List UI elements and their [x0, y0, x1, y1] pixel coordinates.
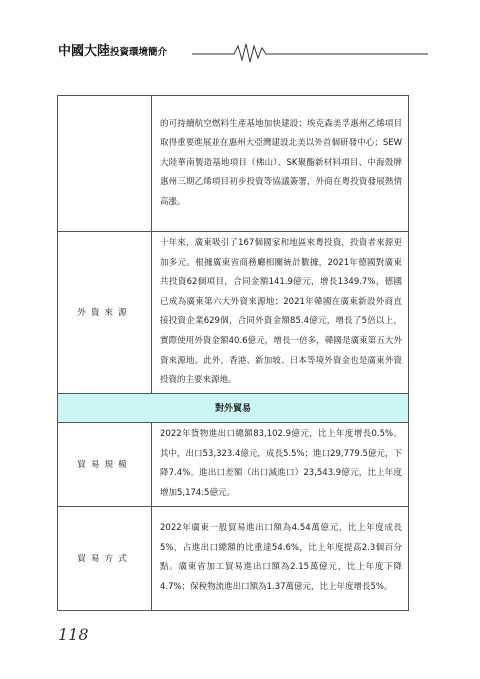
table-row [58, 232, 409, 394]
page-number: 118 [58, 625, 89, 644]
table-row [58, 96, 409, 232]
table-row [58, 506, 409, 610]
info-table [57, 95, 409, 611]
header-wave-decoration [192, 38, 428, 64]
header-title [58, 40, 167, 59]
row-label [58, 96, 152, 232]
row-label-trade-method: 貿易方式 [58, 506, 152, 610]
row-label-foreign-capital-source: 外資來源 [58, 232, 152, 394]
header-title-main: 中國大陸 [58, 44, 111, 59]
row-label-trade-scale: 貿易規模 [58, 422, 152, 506]
row-content: 2022年廣東一般貿易進出口額為4.54萬億元，比上年度成長5%，占進出口總額的比重達54.6%，比上年度提高2.3個百分點。廣東省加工貿易進出口額為2.15萬億元，比上年度下降4.7%；保稅物流進出口額為1.37萬億元，比上年度增長5%。 [152, 506, 409, 610]
row-content: 的可持續航空燃料生產基地加快建設；埃克森美孚惠州乙烯項目取得重要進展並在惠州大亞灣建設北美以外首個研發中心；SEW大陸華南製造基地項目（佛山）、SK聚酯新材料項目、中海殼牌惠州三期乙烯項目初步投資等協議簽署，外商在粵投資發展熱情高漲。 [152, 96, 409, 232]
table-row [58, 422, 409, 506]
header-title-sub: 投資環境簡介 [110, 47, 168, 58]
row-content: 十年來，廣東吸引了167個國家和地區來粵投資，投資者來源更加多元。根據廣東省商務廳相關統計數據，2021年德國對廣東共投資62個項目，合同金額141.9億元，增長1349.7%，德國已成為廣東第六大外資來源地；2021年韓國在廣東新設外商直接投資企業629個，合同外資金額85.4億元，增長了5倍以上，實際使用外資金額40.6億元，增長一倍多，韓國是廣東第五大外資來源地。此外，香港、新加坡、日本等境外資金也是廣東外資投資的主要來源地。 [152, 232, 409, 394]
section-header-row [58, 393, 409, 422]
section-title: 對外貿易 [58, 393, 409, 422]
row-content: 2022年貨物進出口總額83,102.9億元，比上年度增長0.5%。其中，出口53,323.4億元，成長5.5%；進口29,779.5億元，下降7.4%。進出口差額（出口減進口）23,543.9億元，比上年度增加5,174.5億元。 [152, 422, 409, 506]
page-header [58, 38, 428, 64]
